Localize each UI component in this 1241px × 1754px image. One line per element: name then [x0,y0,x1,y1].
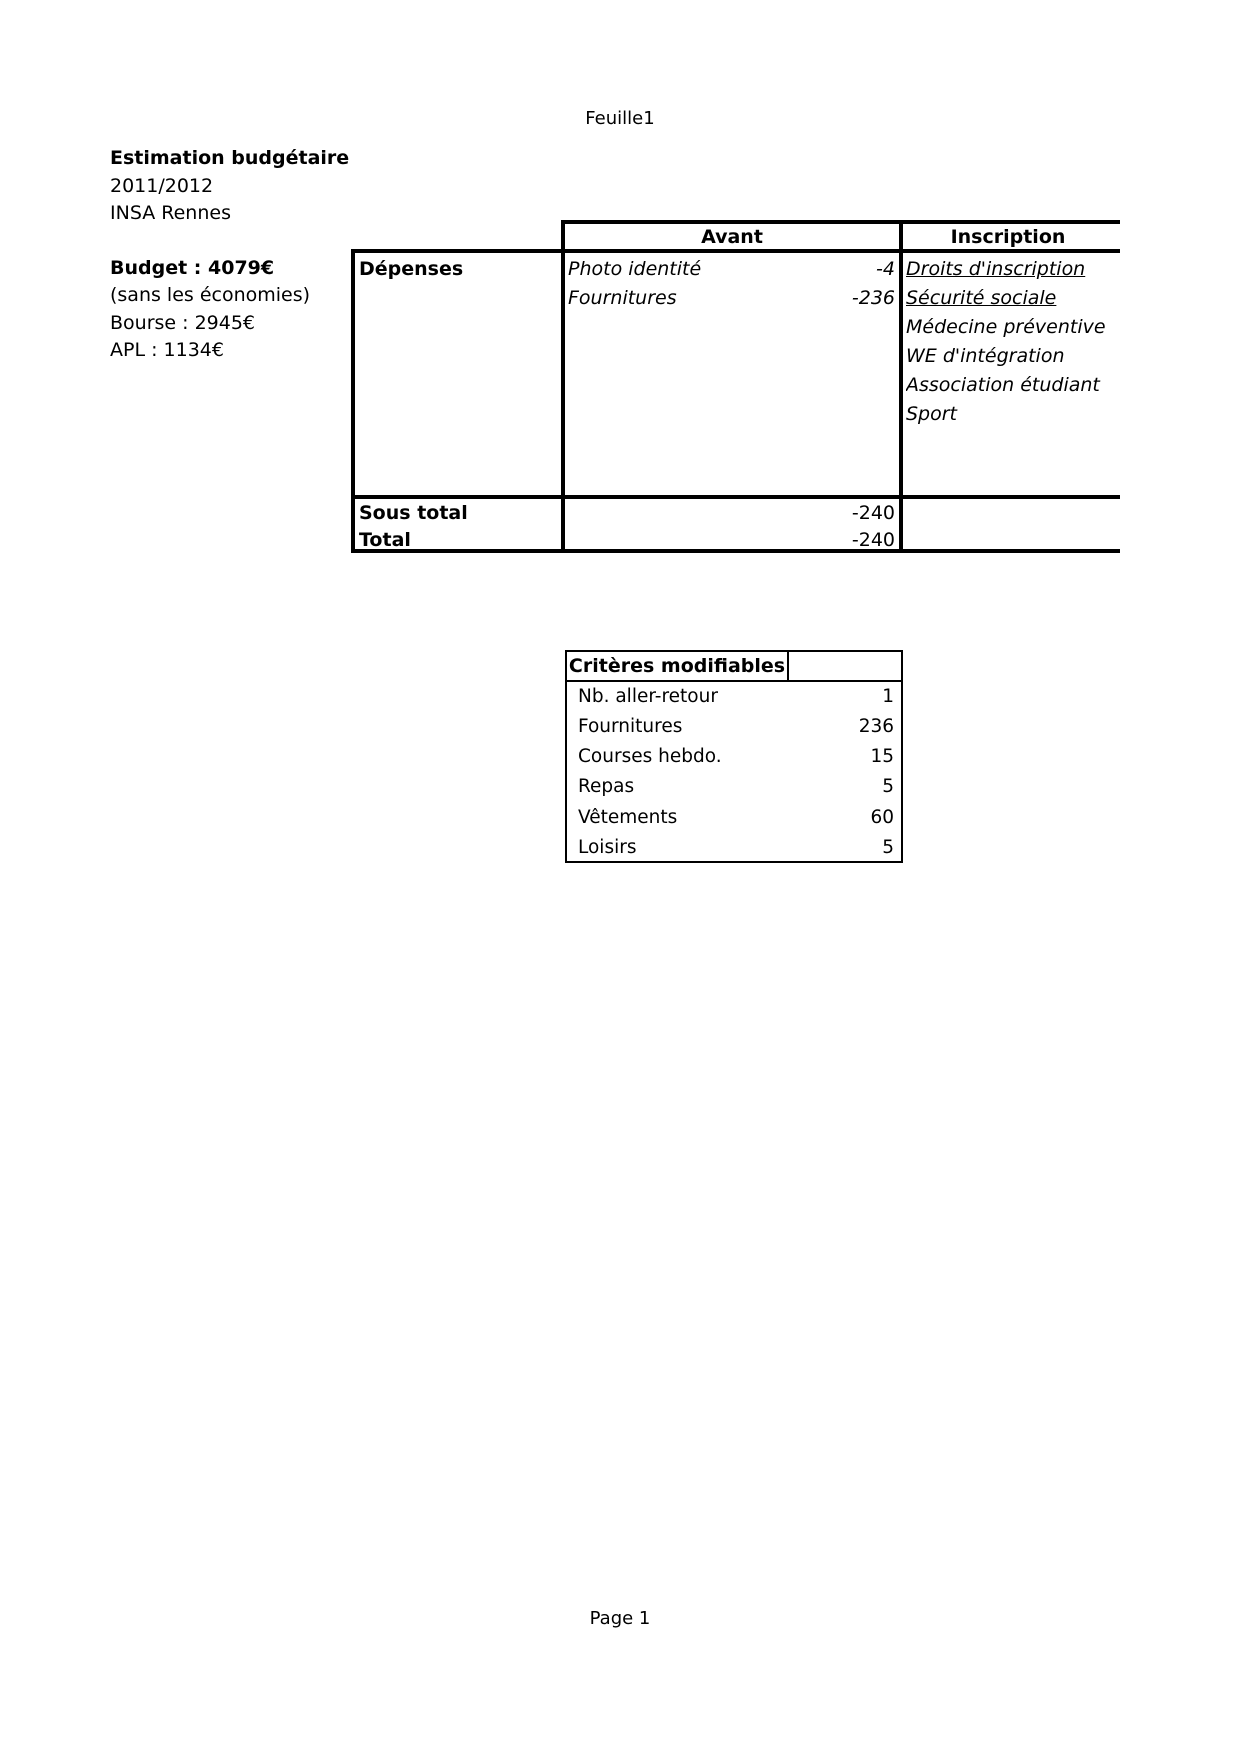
info-block [110,145,349,365]
criteria-row [567,682,901,712]
sheet-title: Feuille1 [585,108,655,129]
criteria-row [567,833,901,863]
budget-note: (sans les économies) [110,284,311,306]
inscription-item: Association étudiant [906,374,1100,396]
budget-total: Budget : 4079€ [110,256,275,279]
inscription-item: WE d'intégration [906,345,1065,367]
table-border-above-subtotal [351,495,1120,499]
avant-item-value: -4 [876,258,895,280]
avant-item-row [568,284,895,313]
total-label: Total [359,529,411,551]
criteria-row [567,803,901,833]
doc-year: 2011/2012 [110,174,214,197]
inscription-item: Droits d'inscription [906,258,1086,280]
criteria-label: Vêtements [578,806,678,828]
inscription-item: Sport [906,403,958,425]
criteria-value: 5 [882,836,894,858]
doc-school: INSA Rennes [110,202,231,224]
page-number: Page 1 [589,1608,651,1629]
criteria-label: Loisirs [578,836,637,858]
inscription-items [906,255,1120,435]
subtotal-label: Sous total [359,502,468,524]
criteria-value: 1 [882,686,894,707]
criteria-label: Repas [578,776,635,798]
criteria-row [567,742,901,772]
criteria-row [567,712,901,742]
column-header-avant: Avant [701,226,763,248]
bourse-amount: Bourse : 2945€ [110,311,256,334]
criteria-row [567,772,901,802]
criteria-label: Fournitures [578,716,683,738]
apl-amount: APL : 1134€ [110,339,224,361]
total-value: -240 [851,529,895,551]
criteria-label: Courses hebdo. [578,746,722,768]
column-header-inscription: Inscription [950,226,1066,248]
inscription-item: Médecine préventive [906,316,1106,338]
avant-item-row [568,255,895,284]
criteria-value: 5 [882,776,894,798]
group-label-depenses: Dépenses [359,258,464,280]
table-border-col-inscription [899,220,903,553]
table-border-left [351,249,355,553]
criteria-title: Critères modifiables [568,655,786,677]
criteria-rows [567,682,901,863]
avant-item-label: Fournitures [568,287,677,309]
subtotal-value: -240 [851,502,895,524]
avant-item-value: -236 [851,287,895,309]
inscription-item: Sécurité sociale [906,287,1057,309]
criteria-label: Nb. aller-retour [578,686,718,707]
criteria-value: 236 [858,716,894,738]
criteria-border-right [901,650,903,863]
criteria-value: 15 [870,746,894,768]
doc-title: Estimation budgétaire [110,147,350,169]
avant-item-label: Photo identité [568,258,702,280]
criteria-value: 60 [870,806,894,828]
